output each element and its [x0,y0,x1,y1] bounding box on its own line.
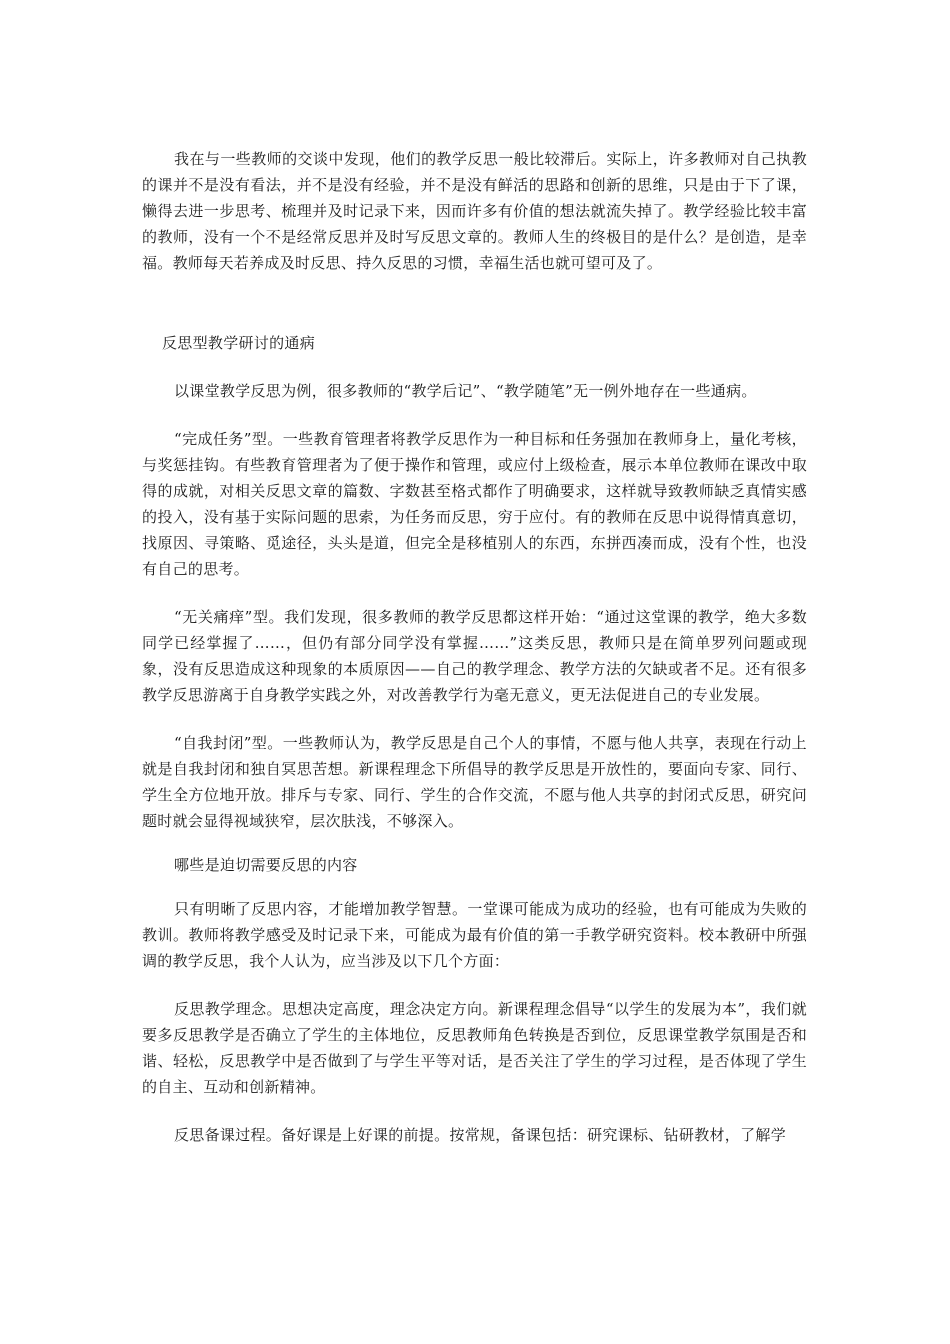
paragraph-irrelevant-type: “无关痛痒”型。我们发现，很多教师的教学反思都这样开始：“通过这堂课的教学，绝大多数同学已经掌握了……，但仍有部分同学没有掌握……”这类反思，教师只是在简单罗列问题或现象，没有反思造成这种现象的本质原因——自己的教学理念、教学方法的欠缺或者不足。还有很多教学反思游离于自身教学实践之外，对改善教学行为毫无意义，更无法促进自己的专业发展。 [142,608,807,704]
paragraph-common-problems-intro: 以课堂教学反思为例，很多教师的“教学后记”、“教学随笔”无一例外地存在一些通病。 [174,382,757,400]
section-heading-common-problems: 反思型教学研讨的通病 [162,334,316,352]
paragraph-intro: 我在与一些教师的交谈中发现，他们的教学反思一般比较滞后。实际上，许多教师对自己执教的课并不是没有看法，并不是没有经验，并不是没有鲜活的思路和创新的思维，只是由于下了课，懒得去进一步思考、梳理并及时记录下来，因而许多有价值的想法就流失掉了。教学经验比较丰富的教师，没有一个不是经常反思并及时写反思文章的。教师人生的终极目的是什么？是创造，是幸福。教师每天若养成及时反思、持久反思的习惯，幸福生活也就可望可及了。 [142,150,807,272]
paragraph-closed-type: “自我封闭”型。一些教师认为，教学反思是自己个人的事情，不愿与他人共享，表现在行动上就是自我封闭和独自冥思苦想。新课程理念下所倡导的教学反思是开放性的，要面向专家、同行、学生全方位地开放。排斥与专家、同行、学生的合作交流，不愿与他人共享的封闭式反思，研究问题时就会显得视域狭窄，层次肤浅，不够深入。 [142,734,807,830]
section-heading-reflection-content: 哪些是迫切需要反思的内容 [174,856,358,874]
paragraph-reflection-content-intro: 只有明晰了反思内容，才能增加教学智慧。一堂课可能成为成功的经验，也有可能成为失败的教训。教师将教学感受及时记录下来，可能成为最有价值的第一手教学研究资料。校本教研中所强调的教学反思，我个人认为，应当涉及以下几个方面： [142,900,807,970]
paragraph-teaching-philosophy: 反思教学理念。思想决定高度，理念决定方向。新课程理念倡导“以学生的发展为本”，我们就要多反思教学是否确立了学生的主体地位，反思教师角色转换是否到位，反思课堂教学氛围是否和谐、轻松，反思教学中是否做到了与学生平等对话，是否关注了学生的学习过程，是否体现了学生的自主、互动和创新精神。 [142,1000,807,1096]
paragraph-lesson-preparation: 反思备课过程。备好课是上好课的前提。按常规，备课包括：研究课标、钻研教材，了解学 [174,1126,787,1144]
document-body [142,146,807,1148]
paragraph-task-type: “完成任务”型。一些教育管理者将教学反思作为一种目标和任务强加在教师身上，量化考核，与奖惩挂钩。有些教育管理者为了便于操作和管理，或应付上级检查，展示本单位教师在课改中取得的成就，对相关反思文章的篇数、字数甚至格式都作了明确要求，这样就导致教师缺乏真情实感的投入，没有基于实际问题的思索，为任务而反思，穷于应付。有的教师在反思中说得情真意切，找原因、寻策略、觅途径，头头是道，但完全是移植别人的东西，东拼西凑而成，没有个性，也没有自己的思考。 [142,430,807,578]
